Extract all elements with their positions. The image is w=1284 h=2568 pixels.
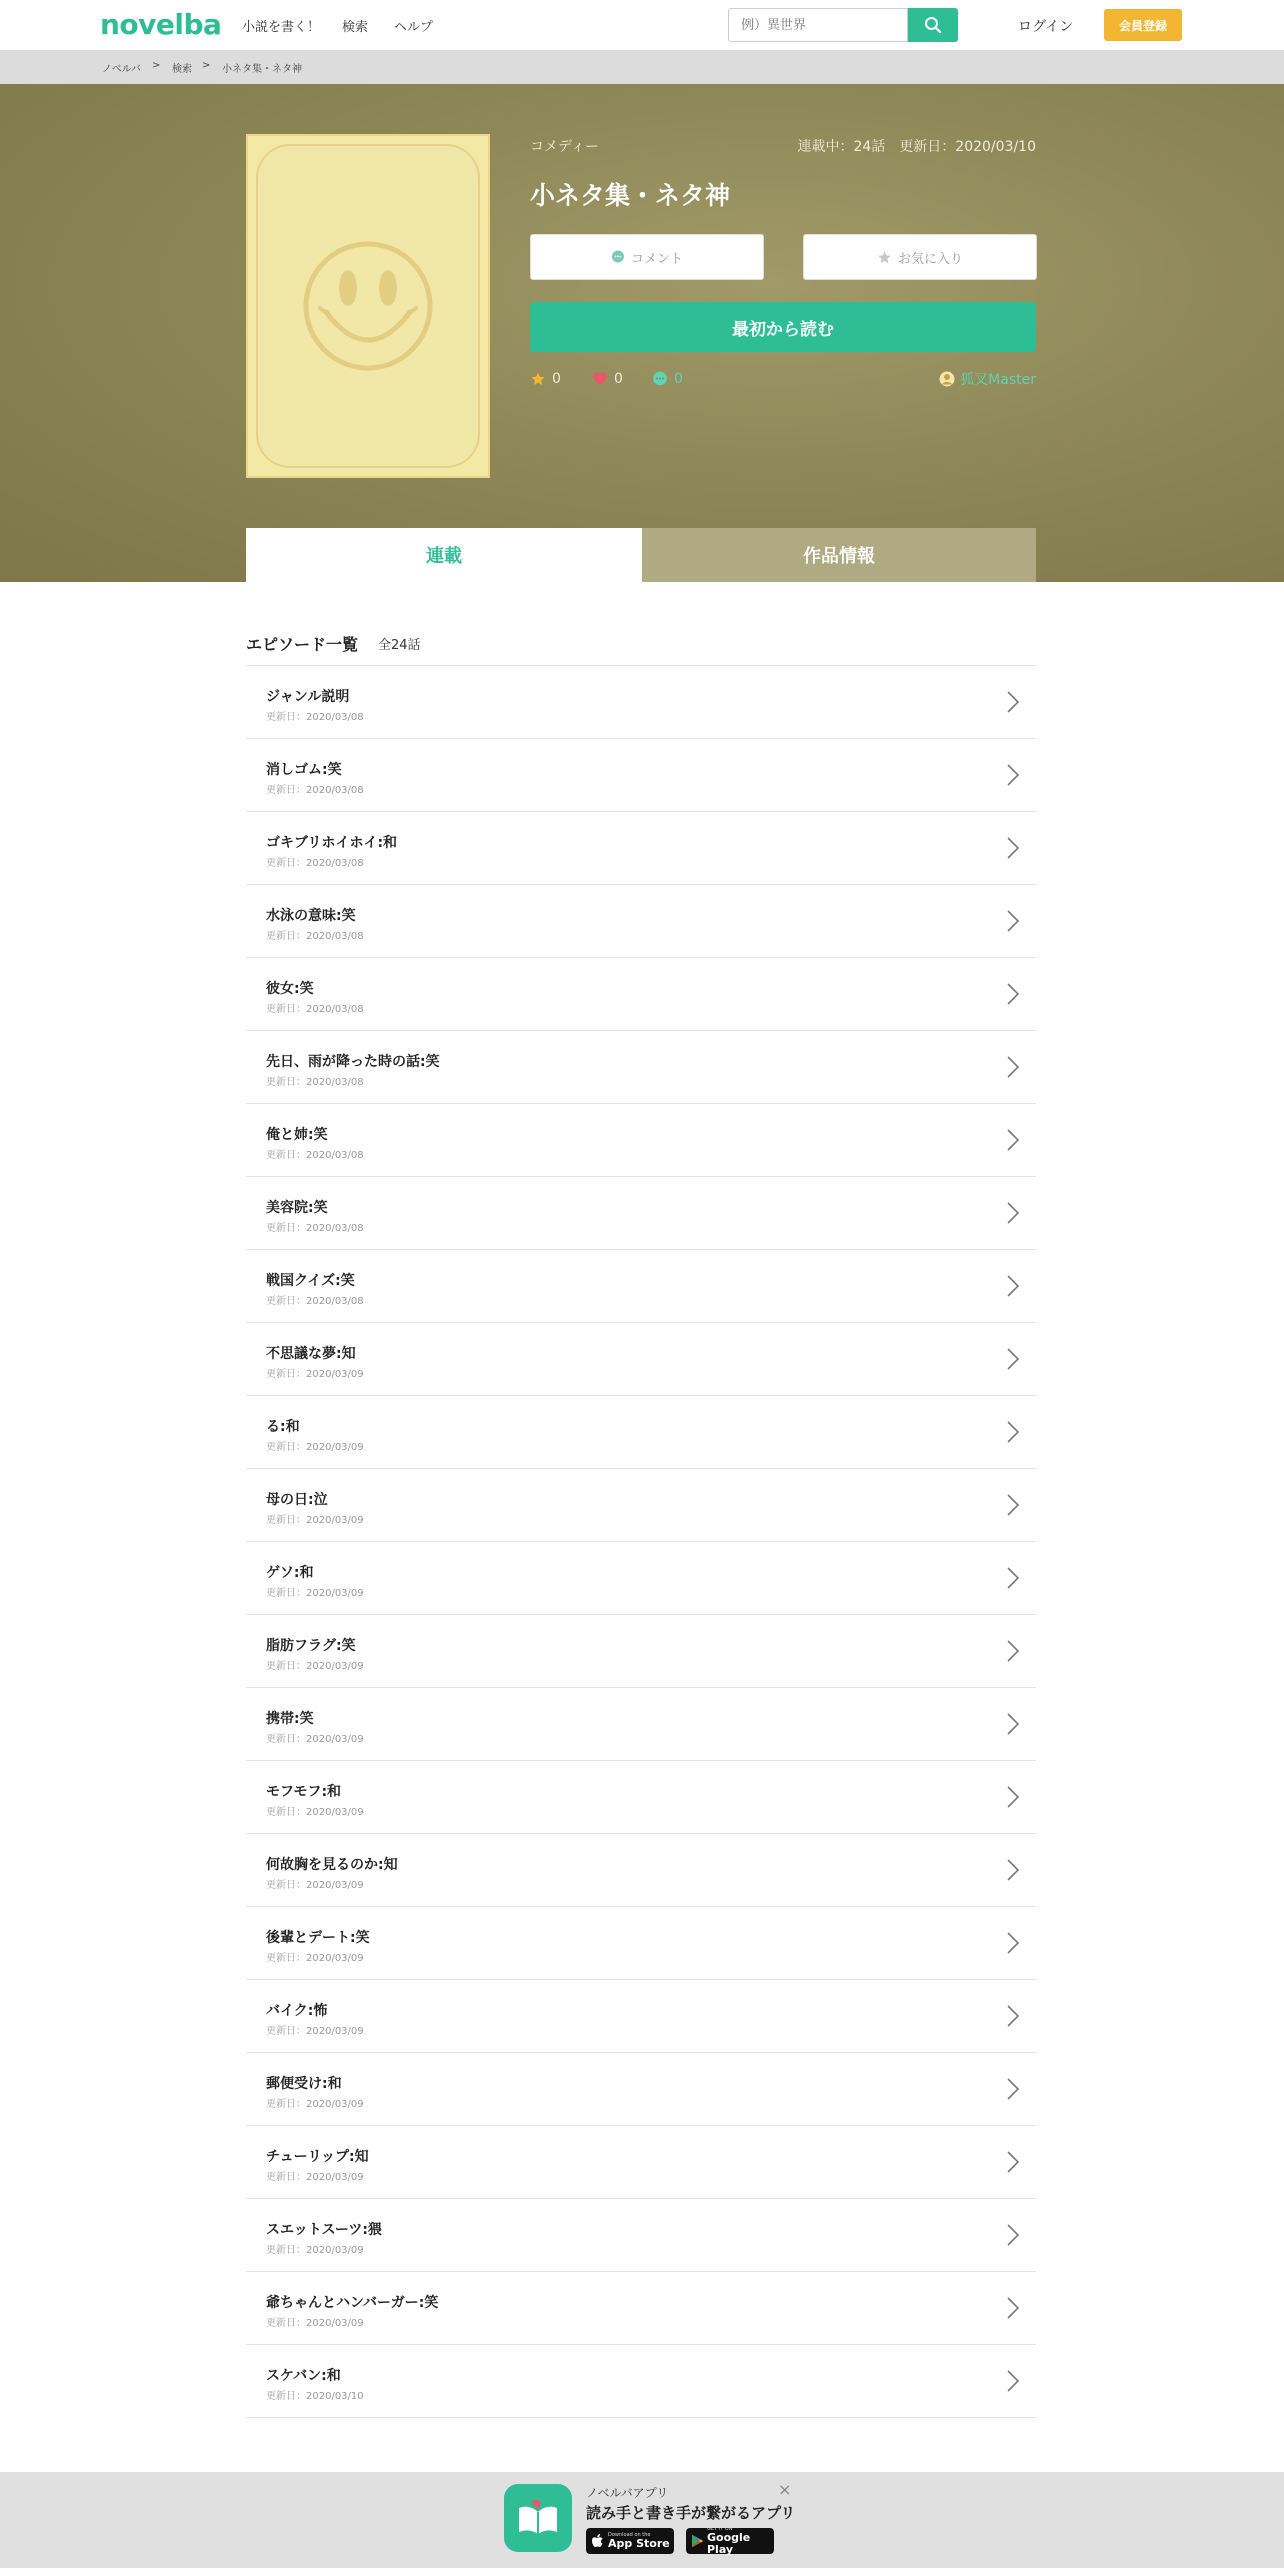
novel-title: 小ネタ集・ネタ神 bbox=[530, 181, 731, 210]
episode-row[interactable] bbox=[246, 1469, 1036, 1542]
novel-status: 連載中：24話 更新日：2020/03/10 bbox=[797, 139, 1036, 155]
nav-help[interactable]: ヘルプ bbox=[394, 20, 434, 35]
chevron-right-icon bbox=[1006, 982, 1020, 1006]
episode-row[interactable] bbox=[246, 1250, 1036, 1323]
episode-row[interactable] bbox=[246, 2053, 1036, 2126]
chevron-right-icon bbox=[1006, 1639, 1020, 1663]
episode-row[interactable] bbox=[246, 1542, 1036, 1615]
google-play-badge[interactable] bbox=[686, 2528, 774, 2554]
episode-date: 更新日：2020/03/08 bbox=[266, 785, 364, 796]
episode-row[interactable] bbox=[246, 2345, 1036, 2418]
episode-row[interactable] bbox=[246, 958, 1036, 1031]
chevron-right-icon bbox=[1006, 2077, 1020, 2101]
chevron-right-icon bbox=[1006, 1128, 1020, 1152]
episode-title: 彼女:笑 bbox=[266, 981, 314, 997]
episode-date: 更新日：2020/03/09 bbox=[266, 1953, 364, 1964]
read-from-start-button[interactable]: 最初から読む bbox=[530, 302, 1036, 352]
google-play-label: Google Play bbox=[706, 2531, 751, 2556]
episode-title: 携帯:笑 bbox=[266, 1711, 314, 1727]
apple-icon bbox=[592, 2534, 604, 2548]
star-count-value: 0 bbox=[552, 371, 561, 387]
chevron-right-icon bbox=[1006, 909, 1020, 933]
episode-row[interactable] bbox=[246, 1615, 1036, 1688]
episode-list bbox=[246, 665, 1036, 2418]
episode-title: ゲソ:和 bbox=[266, 1565, 314, 1581]
episode-date: 更新日：2020/03/08 bbox=[266, 712, 364, 723]
episode-row[interactable] bbox=[246, 1980, 1036, 2053]
episode-date: 更新日：2020/03/10 bbox=[266, 2391, 364, 2402]
app-tagline: 読み手と書き手が繋がるアプリ bbox=[586, 2504, 796, 2522]
episode-date: 更新日：2020/03/09 bbox=[266, 1661, 364, 1672]
breadcrumb-separator: > bbox=[202, 60, 211, 71]
episode-title: 郵便受け:和 bbox=[266, 2076, 342, 2092]
episode-date: 更新日：2020/03/08 bbox=[266, 931, 364, 942]
close-banner-icon[interactable]: × bbox=[778, 2480, 792, 2499]
episode-date: 更新日：2020/03/09 bbox=[266, 1734, 364, 1745]
episode-title: 美容院:笑 bbox=[266, 1200, 328, 1216]
episode-row[interactable] bbox=[246, 1761, 1036, 1834]
episode-row[interactable] bbox=[246, 812, 1036, 885]
app-name: ノベルバアプリ bbox=[586, 2486, 669, 2500]
episode-row[interactable] bbox=[246, 739, 1036, 812]
author-name: 狐叉Master bbox=[960, 372, 1036, 388]
login-link[interactable]: ログイン bbox=[1018, 19, 1074, 35]
episode-title: 消しゴム:笑 bbox=[266, 762, 342, 778]
episode-title: 先日、雨が降った時の話:笑 bbox=[266, 1054, 440, 1070]
episode-title: 母の日:泣 bbox=[266, 1492, 328, 1508]
chevron-right-icon bbox=[1006, 1858, 1020, 1882]
chevron-right-icon bbox=[1006, 1566, 1020, 1590]
episode-title: スエットスーツ:猥 bbox=[266, 2222, 382, 2238]
smiley-cover-icon bbox=[300, 238, 436, 374]
breadcrumb-current: 小ネタ集・ネタ神 bbox=[222, 64, 302, 75]
episode-row[interactable] bbox=[246, 885, 1036, 958]
site-logo[interactable]: novelba bbox=[100, 8, 222, 41]
chevron-right-icon bbox=[1006, 1274, 1020, 1298]
book-icon bbox=[515, 2498, 561, 2538]
heart-count bbox=[592, 371, 623, 387]
chevron-right-icon bbox=[1006, 763, 1020, 787]
episode-title: チューリップ:知 bbox=[266, 2149, 369, 2165]
google-play-icon bbox=[692, 2534, 703, 2548]
favorite-label: お気に入り bbox=[897, 251, 963, 267]
episode-date: 更新日：2020/03/09 bbox=[266, 2099, 364, 2110]
episode-title: 不思議な夢:知 bbox=[266, 1346, 356, 1362]
episode-date: 更新日：2020/03/09 bbox=[266, 1515, 364, 1526]
star-count bbox=[530, 371, 561, 387]
episode-title: 後輩とデート:笑 bbox=[266, 1930, 370, 1946]
episode-title: バイク:怖 bbox=[266, 2003, 328, 2019]
episode-date: 更新日：2020/03/09 bbox=[266, 2245, 364, 2256]
episode-date: 更新日：2020/03/08 bbox=[266, 858, 364, 869]
favorite-button[interactable] bbox=[803, 234, 1037, 280]
heart-icon bbox=[592, 371, 608, 387]
comment-count bbox=[652, 371, 683, 387]
search-input[interactable] bbox=[728, 8, 908, 42]
chevron-right-icon bbox=[1006, 2223, 1020, 2247]
app-store-small: Download on the bbox=[608, 2532, 651, 2538]
episode-date: 更新日：2020/03/09 bbox=[266, 2318, 364, 2329]
episode-title: 水泳の意味:笑 bbox=[266, 908, 356, 924]
chevron-right-icon bbox=[1006, 1420, 1020, 1444]
episode-row[interactable] bbox=[246, 1323, 1036, 1396]
breadcrumb bbox=[0, 50, 1284, 84]
site-header bbox=[0, 0, 1284, 50]
episode-row[interactable] bbox=[246, 666, 1036, 739]
author-link[interactable] bbox=[939, 369, 1036, 389]
chevron-right-icon bbox=[1006, 2150, 1020, 2174]
novel-cover bbox=[246, 134, 490, 478]
chevron-right-icon bbox=[1006, 2004, 1020, 2028]
episode-date: 更新日：2020/03/09 bbox=[266, 2172, 364, 2183]
app-store-label: App Store bbox=[608, 2537, 670, 2550]
episode-row[interactable] bbox=[246, 1907, 1036, 1980]
episode-title: 何故胸を見るのか:知 bbox=[266, 1857, 398, 1873]
comment-icon bbox=[652, 371, 668, 387]
breadcrumb-separator: > bbox=[152, 60, 161, 71]
comment-count-value: 0 bbox=[674, 371, 683, 387]
chevron-right-icon bbox=[1006, 1055, 1020, 1079]
star-icon bbox=[877, 250, 892, 265]
google-play-small: GET IT ON bbox=[706, 2526, 733, 2532]
episode-date: 更新日：2020/03/09 bbox=[266, 1588, 364, 1599]
episode-date: 更新日：2020/03/08 bbox=[266, 1077, 364, 1088]
novel-hero bbox=[0, 84, 1284, 582]
comment-icon bbox=[611, 250, 625, 264]
novelba-app-icon[interactable] bbox=[504, 2484, 572, 2552]
chevron-right-icon bbox=[1006, 1493, 1020, 1517]
register-button[interactable]: 会員登録 bbox=[1104, 9, 1182, 41]
episode-row[interactable] bbox=[246, 2272, 1036, 2345]
episode-date: 更新日：2020/03/09 bbox=[266, 1880, 364, 1891]
search-button[interactable] bbox=[908, 8, 958, 42]
chevron-right-icon bbox=[1006, 2296, 1020, 2320]
nav-search[interactable]: 検索 bbox=[342, 20, 369, 35]
heart-count-value: 0 bbox=[614, 371, 623, 387]
episode-row[interactable] bbox=[246, 1031, 1036, 1104]
episode-row[interactable] bbox=[246, 1834, 1036, 1907]
comment-button[interactable] bbox=[530, 234, 764, 280]
chevron-right-icon bbox=[1006, 2369, 1020, 2393]
nav-write-novel[interactable]: 小説を書く！ bbox=[242, 20, 321, 35]
episode-date: 更新日：2020/03/08 bbox=[266, 1296, 364, 1307]
episode-date: 更新日：2020/03/09 bbox=[266, 1807, 364, 1818]
chevron-right-icon bbox=[1006, 1201, 1020, 1225]
episode-title: る:和 bbox=[266, 1419, 300, 1435]
episode-title: ゴキブリホイホイ:和 bbox=[266, 835, 398, 851]
search-icon bbox=[924, 16, 942, 34]
episode-title: 俺と姉:笑 bbox=[266, 1127, 328, 1143]
chevron-right-icon bbox=[1006, 1712, 1020, 1736]
author-avatar-icon bbox=[939, 371, 955, 387]
episode-date: 更新日：2020/03/09 bbox=[266, 1442, 364, 1453]
episode-title: 脂肪フラグ:笑 bbox=[266, 1638, 356, 1654]
app-store-badge[interactable] bbox=[586, 2528, 674, 2554]
episode-row[interactable] bbox=[246, 1396, 1036, 1469]
tab-work-info[interactable]: 作品情報 bbox=[642, 528, 1036, 582]
breadcrumb-search[interactable]: 検索 bbox=[172, 64, 192, 75]
episode-title: 戦国クイズ:笑 bbox=[266, 1273, 355, 1289]
episode-row[interactable] bbox=[246, 2199, 1036, 2272]
chevron-right-icon bbox=[1006, 1785, 1020, 1809]
episode-title: ジャンル説明 bbox=[266, 689, 350, 705]
episode-date: 更新日：2020/03/09 bbox=[266, 2026, 364, 2037]
episode-list-heading: エピソード一覧 bbox=[246, 635, 359, 654]
app-banner bbox=[0, 2472, 1284, 2568]
tab-serial[interactable]: 連載 bbox=[246, 528, 642, 582]
episode-title: 爺ちゃんとハンバーガー:笑 bbox=[266, 2295, 439, 2311]
star-icon bbox=[530, 371, 546, 387]
chevron-right-icon bbox=[1006, 1347, 1020, 1371]
episode-title: スケバン:和 bbox=[266, 2368, 341, 2384]
chevron-right-icon bbox=[1006, 690, 1020, 714]
episode-count: 全24話 bbox=[378, 638, 421, 653]
breadcrumb-home[interactable]: ノベルバ bbox=[102, 64, 141, 75]
chevron-right-icon bbox=[1006, 1931, 1020, 1955]
episode-row[interactable] bbox=[246, 2126, 1036, 2199]
chevron-right-icon bbox=[1006, 836, 1020, 860]
episode-row[interactable] bbox=[246, 1104, 1036, 1177]
episode-date: 更新日：2020/03/08 bbox=[266, 1150, 364, 1161]
episode-date: 更新日：2020/03/08 bbox=[266, 1223, 364, 1234]
novel-genre[interactable]: コメディー bbox=[530, 139, 599, 155]
episode-row[interactable] bbox=[246, 1688, 1036, 1761]
episode-date: 更新日：2020/03/09 bbox=[266, 1369, 364, 1380]
comment-label: コメント bbox=[630, 251, 683, 267]
episode-title: モフモフ:和 bbox=[266, 1784, 342, 1800]
episode-date: 更新日：2020/03/08 bbox=[266, 1004, 364, 1015]
episode-row[interactable] bbox=[246, 1177, 1036, 1250]
